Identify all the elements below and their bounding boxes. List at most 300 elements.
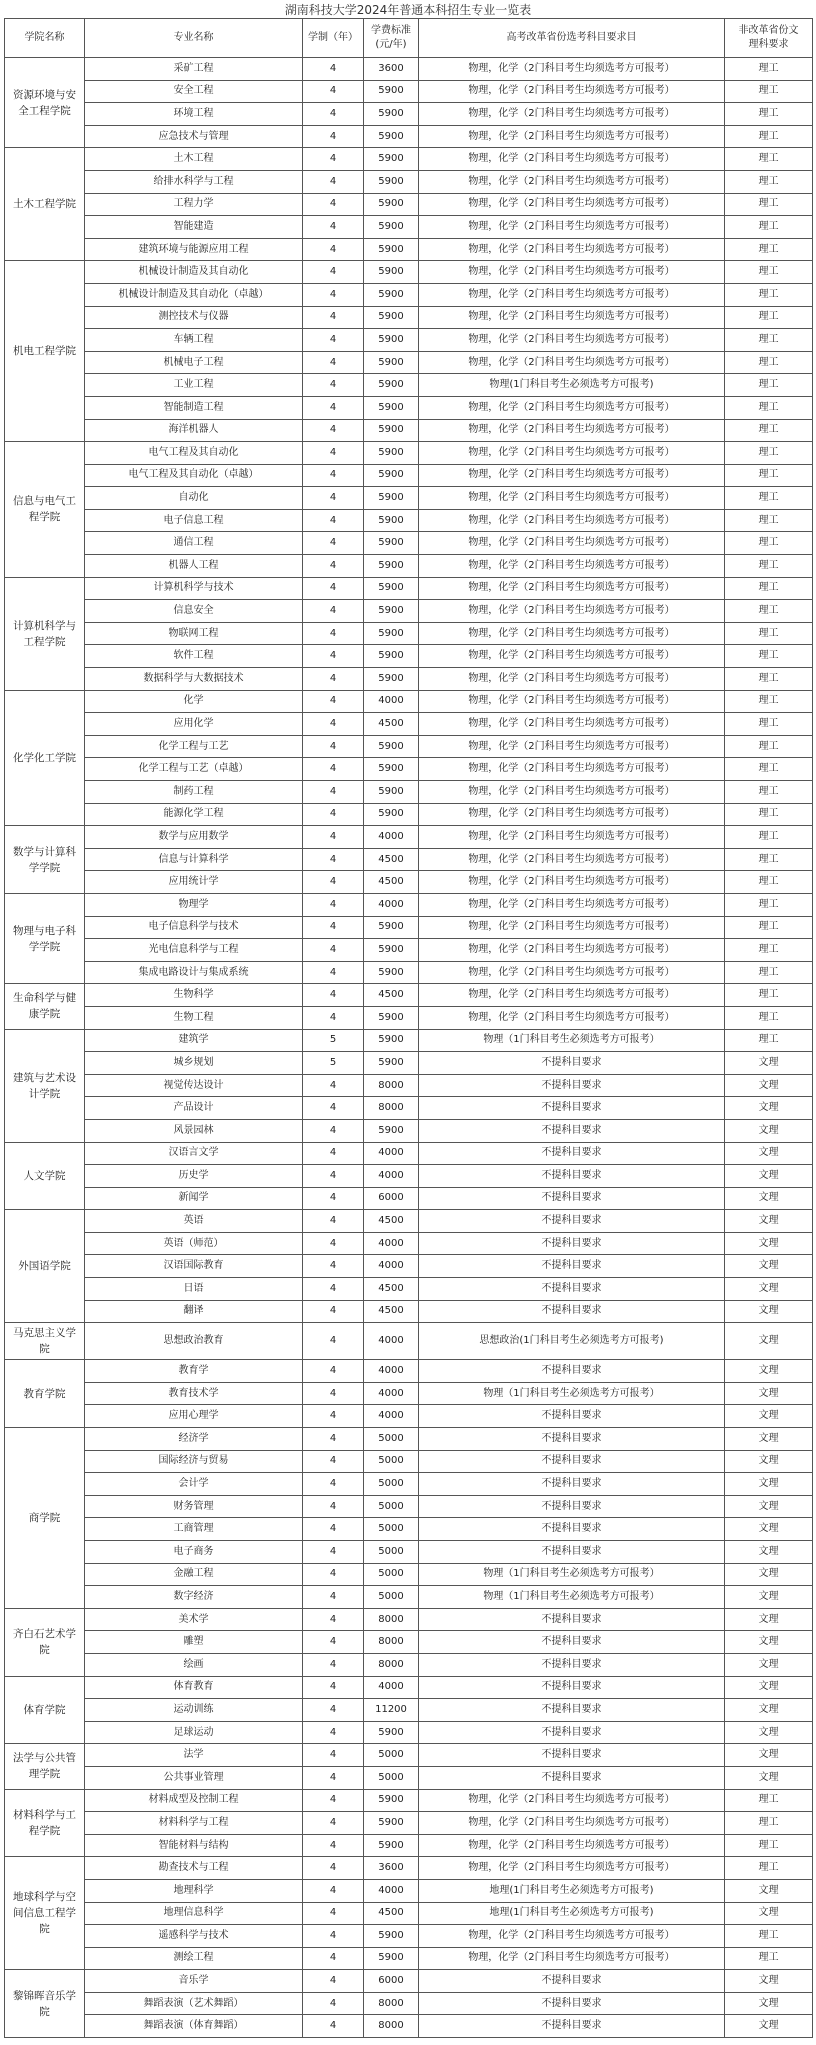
table-row	[5, 1608, 813, 1631]
major-cell: 建筑环境与能源应用工程	[85, 238, 303, 261]
major-cell: 遥感科学与技术	[85, 1925, 303, 1948]
major-cell: 历史学	[85, 1165, 303, 1188]
table-row	[5, 1970, 813, 1993]
requirement-cell: 物理，化学（2门科目考生均须选考方可报考）	[419, 668, 725, 691]
fee-cell: 5900	[364, 329, 419, 352]
fee-cell: 5900	[364, 396, 419, 419]
fee-cell: 5900	[364, 1789, 419, 1812]
years-cell: 4	[303, 1541, 364, 1564]
track-cell: 文理	[725, 1992, 813, 2015]
requirement-cell: 不提科目要求	[419, 1360, 725, 1383]
fee-cell: 5900	[364, 1721, 419, 1744]
years-cell: 4	[303, 148, 364, 171]
years-cell: 4	[303, 1450, 364, 1473]
major-cell: 视觉传达设计	[85, 1074, 303, 1097]
major-cell: 电气工程及其自动化	[85, 442, 303, 465]
requirement-cell: 不提科目要求	[419, 1450, 725, 1473]
requirement-cell: 物理，化学（2门科目考生均须选考方可报考）	[419, 893, 725, 916]
years-cell: 4	[303, 464, 364, 487]
fee-cell: 5900	[364, 193, 419, 216]
requirement-cell: 不提科目要求	[419, 1653, 725, 1676]
track-cell: 文理	[725, 1586, 813, 1609]
years-cell: 4	[303, 1744, 364, 1767]
major-cell: 化学工程与工艺（卓越）	[85, 758, 303, 781]
track-cell: 文理	[725, 1970, 813, 1993]
fee-cell: 4000	[364, 1405, 419, 1428]
table-row	[5, 1006, 813, 1029]
table-row	[5, 125, 813, 148]
fee-cell: 5900	[364, 1029, 419, 1052]
major-cell: 测控技术与仪器	[85, 306, 303, 329]
track-cell: 文理	[725, 1631, 813, 1654]
table-row	[5, 1879, 813, 1902]
years-cell: 4	[303, 58, 364, 81]
major-cell: 通信工程	[85, 532, 303, 555]
fee-cell: 4500	[364, 1278, 419, 1301]
table-row	[5, 329, 813, 352]
requirement-cell: 物理，化学（2门科目考生均须选考方可报考）	[419, 1789, 725, 1812]
table-row	[5, 464, 813, 487]
requirement-cell: 物理，化学（2门科目考生均须选考方可报考）	[419, 419, 725, 442]
table-row	[5, 487, 813, 510]
fee-cell: 5900	[364, 80, 419, 103]
years-cell: 4	[303, 600, 364, 623]
major-cell: 英语（师范）	[85, 1232, 303, 1255]
track-cell: 理工	[725, 80, 813, 103]
table-row	[5, 1097, 813, 1120]
major-cell: 足球运动	[85, 1721, 303, 1744]
requirement-cell: 物理，化学（2门科目考生均须选考方可报考）	[419, 803, 725, 826]
major-cell: 软件工程	[85, 645, 303, 668]
requirement-cell: 物理，化学（2门科目考生均须选考方可报考）	[419, 600, 725, 623]
major-cell: 英语	[85, 1210, 303, 1233]
years-cell: 4	[303, 442, 364, 465]
years-cell: 4	[303, 2015, 364, 2038]
major-cell: 汉语言文学	[85, 1142, 303, 1165]
college-name-cell: 物理与电子科学学院	[5, 893, 85, 983]
table-row	[5, 690, 813, 713]
requirement-cell: 物理，化学（2门科目考生均须选考方可报考）	[419, 645, 725, 668]
table-row	[5, 1699, 813, 1722]
track-cell: 文理	[725, 1473, 813, 1496]
years-cell: 4	[303, 1323, 364, 1360]
years-cell: 4	[303, 668, 364, 691]
header-fee: 学费标准 (元/年)	[364, 19, 419, 58]
table-row	[5, 1405, 813, 1428]
years-cell: 4	[303, 1495, 364, 1518]
years-cell: 4	[303, 961, 364, 984]
years-cell: 4	[303, 1119, 364, 1142]
track-cell: 文理	[725, 1518, 813, 1541]
major-cell: 应用心理学	[85, 1405, 303, 1428]
fee-cell: 8000	[364, 2015, 419, 2038]
fee-cell: 5900	[364, 1006, 419, 1029]
track-cell: 理工	[725, 261, 813, 284]
major-cell: 教育技术学	[85, 1382, 303, 1405]
requirement-cell: 物理，化学（2门科目考生均须选考方可报考）	[419, 916, 725, 939]
requirement-cell: 物理，化学（2门科目考生均须选考方可报考）	[419, 216, 725, 239]
track-cell: 理工	[725, 148, 813, 171]
years-cell: 4	[303, 1518, 364, 1541]
page-title: 湖南科技大学2024年普通本科招生专业一览表	[284, 3, 532, 17]
requirement-cell: 地理(1门科目考生必须选考方可报考)	[419, 1902, 725, 1925]
years-cell: 4	[303, 803, 364, 826]
requirement-cell: 物理，化学（2门科目考生均须选考方可报考）	[419, 1925, 725, 1948]
years-cell: 4	[303, 306, 364, 329]
track-cell: 文理	[725, 1142, 813, 1165]
track-cell: 理工	[725, 1006, 813, 1029]
fee-cell: 5900	[364, 1834, 419, 1857]
years-cell: 4	[303, 848, 364, 871]
major-cell: 电子信息科学与技术	[85, 916, 303, 939]
requirement-cell: 物理，化学（2门科目考生均须选考方可报考）	[419, 871, 725, 894]
major-cell: 海洋机器人	[85, 419, 303, 442]
table-row	[5, 1428, 813, 1451]
fee-cell: 3600	[364, 58, 419, 81]
major-cell: 会计学	[85, 1473, 303, 1496]
table-row	[5, 1586, 813, 1609]
requirement-cell: 不提科目要求	[419, 1766, 725, 1789]
track-cell: 理工	[725, 396, 813, 419]
years-cell: 4	[303, 80, 364, 103]
table-row	[5, 848, 813, 871]
major-cell: 采矿工程	[85, 58, 303, 81]
years-cell: 4	[303, 1563, 364, 1586]
years-cell: 4	[303, 577, 364, 600]
major-cell: 光电信息科学与工程	[85, 939, 303, 962]
track-cell: 理工	[725, 58, 813, 81]
major-cell: 化学	[85, 690, 303, 713]
fee-cell: 4500	[364, 1902, 419, 1925]
admission-table	[4, 18, 813, 2038]
requirement-cell: 不提科目要求	[419, 1097, 725, 1120]
table-row	[5, 1563, 813, 1586]
requirement-cell: 不提科目要求	[419, 1210, 725, 1233]
requirement-cell: 物理，化学（2门科目考生均须选考方可报考）	[419, 329, 725, 352]
major-cell: 体育教育	[85, 1676, 303, 1699]
fee-cell: 5900	[364, 1812, 419, 1835]
table-row	[5, 713, 813, 736]
years-cell: 4	[303, 1405, 364, 1428]
fee-cell: 5000	[364, 1766, 419, 1789]
fee-cell: 5900	[364, 419, 419, 442]
track-cell: 文理	[725, 1210, 813, 1233]
fee-cell: 5900	[364, 961, 419, 984]
years-cell: 4	[303, 555, 364, 578]
fee-cell: 4000	[364, 1879, 419, 1902]
major-cell: 法学	[85, 1744, 303, 1767]
track-cell: 理工	[725, 509, 813, 532]
requirement-cell: 地理(1门科目考生必须选考方可报考)	[419, 1879, 725, 1902]
major-cell: 环境工程	[85, 103, 303, 126]
college-name-cell: 生命科学与健康学院	[5, 984, 85, 1029]
fee-cell: 5900	[364, 509, 419, 532]
track-cell: 理工	[725, 216, 813, 239]
table-row	[5, 668, 813, 691]
years-cell: 4	[303, 871, 364, 894]
major-cell: 物理学	[85, 893, 303, 916]
fee-cell: 4000	[364, 1676, 419, 1699]
track-cell: 文理	[725, 1165, 813, 1188]
fee-cell: 5900	[364, 351, 419, 374]
table-row	[5, 1947, 813, 1970]
major-cell: 应用统计学	[85, 871, 303, 894]
years-cell: 4	[303, 1812, 364, 1835]
requirement-cell: 不提科目要求	[419, 1473, 725, 1496]
major-cell: 材料成型及控制工程	[85, 1789, 303, 1812]
years-cell: 4	[303, 216, 364, 239]
track-cell: 理工	[725, 170, 813, 193]
major-cell: 应用化学	[85, 713, 303, 736]
track-cell: 理工	[725, 464, 813, 487]
table-row	[5, 1029, 813, 1052]
track-cell: 理工	[725, 1789, 813, 1812]
major-cell: 教育学	[85, 1360, 303, 1383]
major-cell: 工业工程	[85, 374, 303, 397]
table-row	[5, 1052, 813, 1075]
major-cell: 勘查技术与工程	[85, 1857, 303, 1880]
requirement-cell: 物理，化学（2门科目考生均须选考方可报考）	[419, 442, 725, 465]
major-cell: 计算机科学与技术	[85, 577, 303, 600]
fee-cell: 5000	[364, 1518, 419, 1541]
track-cell: 理工	[725, 735, 813, 758]
fee-cell: 5900	[364, 1947, 419, 1970]
fee-cell: 5900	[364, 758, 419, 781]
table-row	[5, 306, 813, 329]
years-cell: 4	[303, 1210, 364, 1233]
major-cell: 应急技术与管理	[85, 125, 303, 148]
requirement-cell: 不提科目要求	[419, 1165, 725, 1188]
table-row	[5, 442, 813, 465]
table-row	[5, 1278, 813, 1301]
years-cell: 4	[303, 1428, 364, 1451]
track-cell: 理工	[725, 871, 813, 894]
requirement-cell: 不提科目要求	[419, 1495, 725, 1518]
requirement-cell: 不提科目要求	[419, 1187, 725, 1210]
major-cell: 地理科学	[85, 1879, 303, 1902]
years-cell: 4	[303, 351, 364, 374]
requirement-cell: 物理，化学（2门科目考生均须选考方可报考）	[419, 1834, 725, 1857]
years-cell: 4	[303, 758, 364, 781]
major-cell: 新闻学	[85, 1187, 303, 1210]
requirement-cell: 物理，化学（2门科目考生均须选考方可报考）	[419, 396, 725, 419]
table-row	[5, 1541, 813, 1564]
table-row	[5, 1473, 813, 1496]
fee-cell: 5900	[364, 306, 419, 329]
table-row	[5, 555, 813, 578]
major-cell: 机械设计制造及其自动化	[85, 261, 303, 284]
years-cell: 4	[303, 1473, 364, 1496]
requirement-cell: 物理，化学（2门科目考生均须选考方可报考）	[419, 103, 725, 126]
table-row	[5, 419, 813, 442]
requirement-cell: 不提科目要求	[419, 1608, 725, 1631]
track-cell: 理工	[725, 103, 813, 126]
track-cell: 理工	[725, 306, 813, 329]
major-cell: 建筑学	[85, 1029, 303, 1052]
college-name-cell: 机电工程学院	[5, 261, 85, 442]
years-cell: 4	[303, 1789, 364, 1812]
track-cell: 文理	[725, 1300, 813, 1323]
track-cell: 理工	[725, 1834, 813, 1857]
track-cell: 文理	[725, 1563, 813, 1586]
table-row	[5, 1119, 813, 1142]
table-row	[5, 577, 813, 600]
track-cell: 文理	[725, 1097, 813, 1120]
fee-cell: 8000	[364, 1992, 419, 2015]
years-cell: 4	[303, 826, 364, 849]
requirement-cell: 物理(1门科目考生必须选考方可报考)	[419, 374, 725, 397]
fee-cell: 4500	[364, 1300, 419, 1323]
track-cell: 文理	[725, 1495, 813, 1518]
fee-cell: 5900	[364, 148, 419, 171]
table-row	[5, 803, 813, 826]
requirement-cell: 物理，化学（2门科目考生均须选考方可报考）	[419, 1947, 725, 1970]
table-row	[5, 1653, 813, 1676]
college-name-cell: 土木工程学院	[5, 148, 85, 261]
years-cell: 4	[303, 1074, 364, 1097]
years-cell: 4	[303, 1187, 364, 1210]
fee-cell: 8000	[364, 1631, 419, 1654]
requirement-cell: 物理，化学（2门科目考生均须选考方可报考）	[419, 509, 725, 532]
years-cell: 4	[303, 193, 364, 216]
track-cell: 理工	[725, 1857, 813, 1880]
table-row	[5, 1744, 813, 1767]
years-cell: 4	[303, 1382, 364, 1405]
college-name-cell: 齐白石艺术学院	[5, 1608, 85, 1676]
requirement-cell: 物理，化学（2门科目考生均须选考方可报考）	[419, 781, 725, 804]
track-cell: 理工	[725, 916, 813, 939]
major-cell: 机器人工程	[85, 555, 303, 578]
table-row	[5, 781, 813, 804]
table-row	[5, 148, 813, 171]
requirement-cell: 物理（1门科目考生必须选考方可报考）	[419, 1382, 725, 1405]
table-row	[5, 1631, 813, 1654]
fee-cell: 4000	[364, 1360, 419, 1383]
track-cell: 文理	[725, 1428, 813, 1451]
years-cell: 4	[303, 103, 364, 126]
requirement-cell: 不提科目要求	[419, 1232, 725, 1255]
years-cell: 4	[303, 1360, 364, 1383]
years-cell: 4	[303, 1947, 364, 1970]
track-cell: 文理	[725, 1766, 813, 1789]
fee-cell: 5900	[364, 735, 419, 758]
requirement-cell: 物理，化学（2门科目考生均须选考方可报考）	[419, 577, 725, 600]
track-cell: 文理	[725, 2015, 813, 2038]
fee-cell: 5900	[364, 645, 419, 668]
years-cell: 4	[303, 374, 364, 397]
fee-cell: 8000	[364, 1097, 419, 1120]
fee-cell: 4000	[364, 1232, 419, 1255]
college-name-cell: 数学与计算科学学院	[5, 826, 85, 894]
fee-cell: 5900	[364, 103, 419, 126]
track-cell: 文理	[725, 1608, 813, 1631]
major-cell: 翻译	[85, 1300, 303, 1323]
major-cell: 自动化	[85, 487, 303, 510]
requirement-cell: 不提科目要求	[419, 1074, 725, 1097]
fee-cell: 4000	[364, 826, 419, 849]
major-cell: 思想政治教育	[85, 1323, 303, 1360]
table-row	[5, 103, 813, 126]
track-cell: 文理	[725, 1879, 813, 1902]
years-cell: 4	[303, 690, 364, 713]
major-cell: 财务管理	[85, 1495, 303, 1518]
track-cell: 文理	[725, 1653, 813, 1676]
fee-cell: 4000	[364, 1323, 419, 1360]
requirement-cell: 物理，化学（2门科目考生均须选考方可报考）	[419, 622, 725, 645]
track-cell: 理工	[725, 668, 813, 691]
fee-cell: 5900	[364, 125, 419, 148]
years-cell: 4	[303, 1586, 364, 1609]
requirement-cell: 不提科目要求	[419, 1052, 725, 1075]
requirement-cell: 不提科目要求	[419, 1970, 725, 1993]
requirement-cell: 物理，化学（2门科目考生均须选考方可报考）	[419, 1857, 725, 1880]
college-name-cell: 黎锦晖音乐学院	[5, 1970, 85, 2038]
track-cell: 理工	[725, 487, 813, 510]
track-cell: 理工	[725, 600, 813, 623]
table-row	[5, 622, 813, 645]
header-row	[5, 19, 813, 58]
requirement-cell: 物理，化学（2门科目考生均须选考方可报考）	[419, 690, 725, 713]
years-cell: 4	[303, 939, 364, 962]
table-row	[5, 1323, 813, 1360]
fee-cell: 5900	[364, 555, 419, 578]
major-cell: 运动训练	[85, 1699, 303, 1722]
major-cell: 绘画	[85, 1653, 303, 1676]
years-cell: 4	[303, 622, 364, 645]
college-name-cell: 化学化工学院	[5, 690, 85, 826]
track-cell: 文理	[725, 1699, 813, 1722]
table-row	[5, 351, 813, 374]
track-cell: 文理	[725, 1902, 813, 1925]
major-cell: 电子信息工程	[85, 509, 303, 532]
fee-cell: 8000	[364, 1608, 419, 1631]
requirement-cell: 物理，化学（2门科目考生均须选考方可报考）	[419, 1812, 725, 1835]
fee-cell: 5000	[364, 1473, 419, 1496]
years-cell: 4	[303, 1721, 364, 1744]
table-row	[5, 1187, 813, 1210]
years-cell: 4	[303, 170, 364, 193]
years-cell: 4	[303, 329, 364, 352]
track-cell: 理工	[725, 803, 813, 826]
major-cell: 制药工程	[85, 781, 303, 804]
fee-cell: 5900	[364, 283, 419, 306]
track-cell: 理工	[725, 442, 813, 465]
requirement-cell: 物理，化学（2门科目考生均须选考方可报考）	[419, 80, 725, 103]
track-cell: 文理	[725, 1744, 813, 1767]
requirement-cell: 物理，化学（2门科目考生均须选考方可报考）	[419, 961, 725, 984]
table-row	[5, 1300, 813, 1323]
requirement-cell: 不提科目要求	[419, 1119, 725, 1142]
major-cell: 安全工程	[85, 80, 303, 103]
table-row	[5, 1495, 813, 1518]
fee-cell: 5900	[364, 1119, 419, 1142]
table-row	[5, 193, 813, 216]
requirement-cell: 物理，化学（2门科目考生均须选考方可报考）	[419, 555, 725, 578]
fee-cell: 5900	[364, 374, 419, 397]
major-cell: 电子商务	[85, 1541, 303, 1564]
requirement-cell: 不提科目要求	[419, 1721, 725, 1744]
years-cell: 4	[303, 1879, 364, 1902]
requirement-cell: 物理，化学（2门科目考生均须选考方可报考）	[419, 713, 725, 736]
college-name-cell: 商学院	[5, 1428, 85, 1609]
fee-cell: 5000	[364, 1450, 419, 1473]
requirement-cell: 物理，化学（2门科目考生均须选考方可报考）	[419, 487, 725, 510]
track-cell: 理工	[725, 1812, 813, 1835]
track-cell: 文理	[725, 1360, 813, 1383]
college-name-cell: 建筑与艺术设计学院	[5, 1029, 85, 1142]
major-cell: 智能制造工程	[85, 396, 303, 419]
table-row	[5, 2015, 813, 2038]
